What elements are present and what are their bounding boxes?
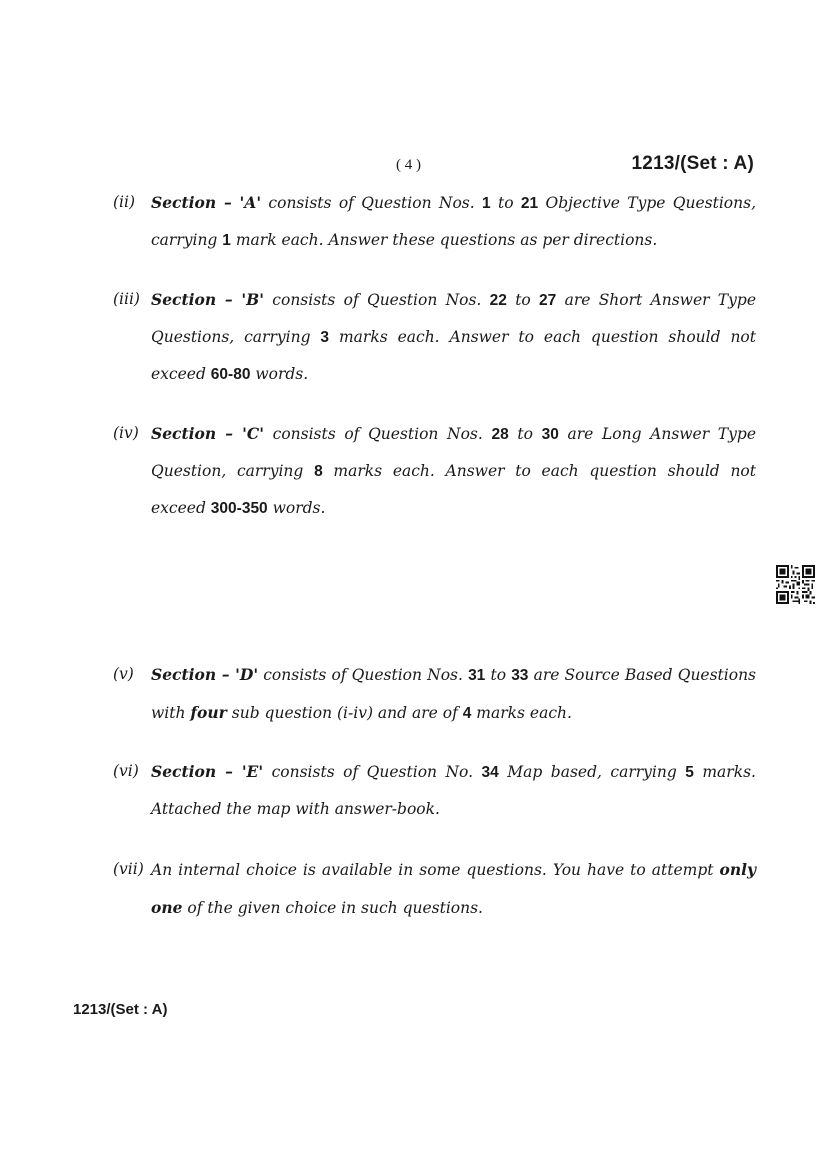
paper-code-footer: 1213/(Set : A) bbox=[73, 1001, 168, 1018]
instruction-item-iv bbox=[113, 415, 756, 527]
item-number: (iv) bbox=[113, 424, 139, 442]
item-text: Section – 'E' consists of Question No. 34 Map based, carrying 5 marks. Attached the map with answer-book. bbox=[151, 762, 756, 818]
instruction-item-iii bbox=[113, 281, 756, 393]
item-text: Section – 'C' consists of Question Nos. 28 to 30 are Long Answer Type Question, carrying 8 marks each. Answer to each question should not exceed 300-350 words. bbox=[151, 424, 756, 517]
item-number: (v) bbox=[113, 665, 134, 683]
item-text: Section – 'D' consists of Question Nos. 31 to 33 are Source Based Questions with four sub question (i-iv) and are of 4 marks each. bbox=[151, 665, 757, 722]
qr-code bbox=[776, 565, 815, 604]
instruction-item-vi bbox=[113, 753, 756, 828]
item-text: An internal choice is available in some questions. You have to attempt only one of the given choice in such questions. bbox=[151, 860, 756, 917]
item-number: (vii) bbox=[113, 860, 144, 878]
item-text: Section – 'B' consists of Question Nos. 22 to 27 are Short Answer Type Questions, carrying 3 marks each. Answer to each question should not exceed 60-80 words. bbox=[151, 290, 757, 383]
instruction-item-ii bbox=[113, 184, 756, 259]
instruction-item-v bbox=[113, 656, 756, 732]
paper-code-header: 1213/(Set : A) bbox=[631, 153, 754, 174]
item-text: Section – 'A' consists of Question Nos. 1 to 21 Objective Type Questions, carrying 1 mark each. Answer these questions as per directions. bbox=[151, 193, 757, 249]
item-number: (iii) bbox=[113, 290, 140, 308]
item-number: (vi) bbox=[113, 762, 139, 780]
instruction-item-vii bbox=[113, 851, 756, 927]
page-number: ( 4 ) bbox=[396, 157, 421, 173]
item-number: (ii) bbox=[113, 193, 136, 211]
